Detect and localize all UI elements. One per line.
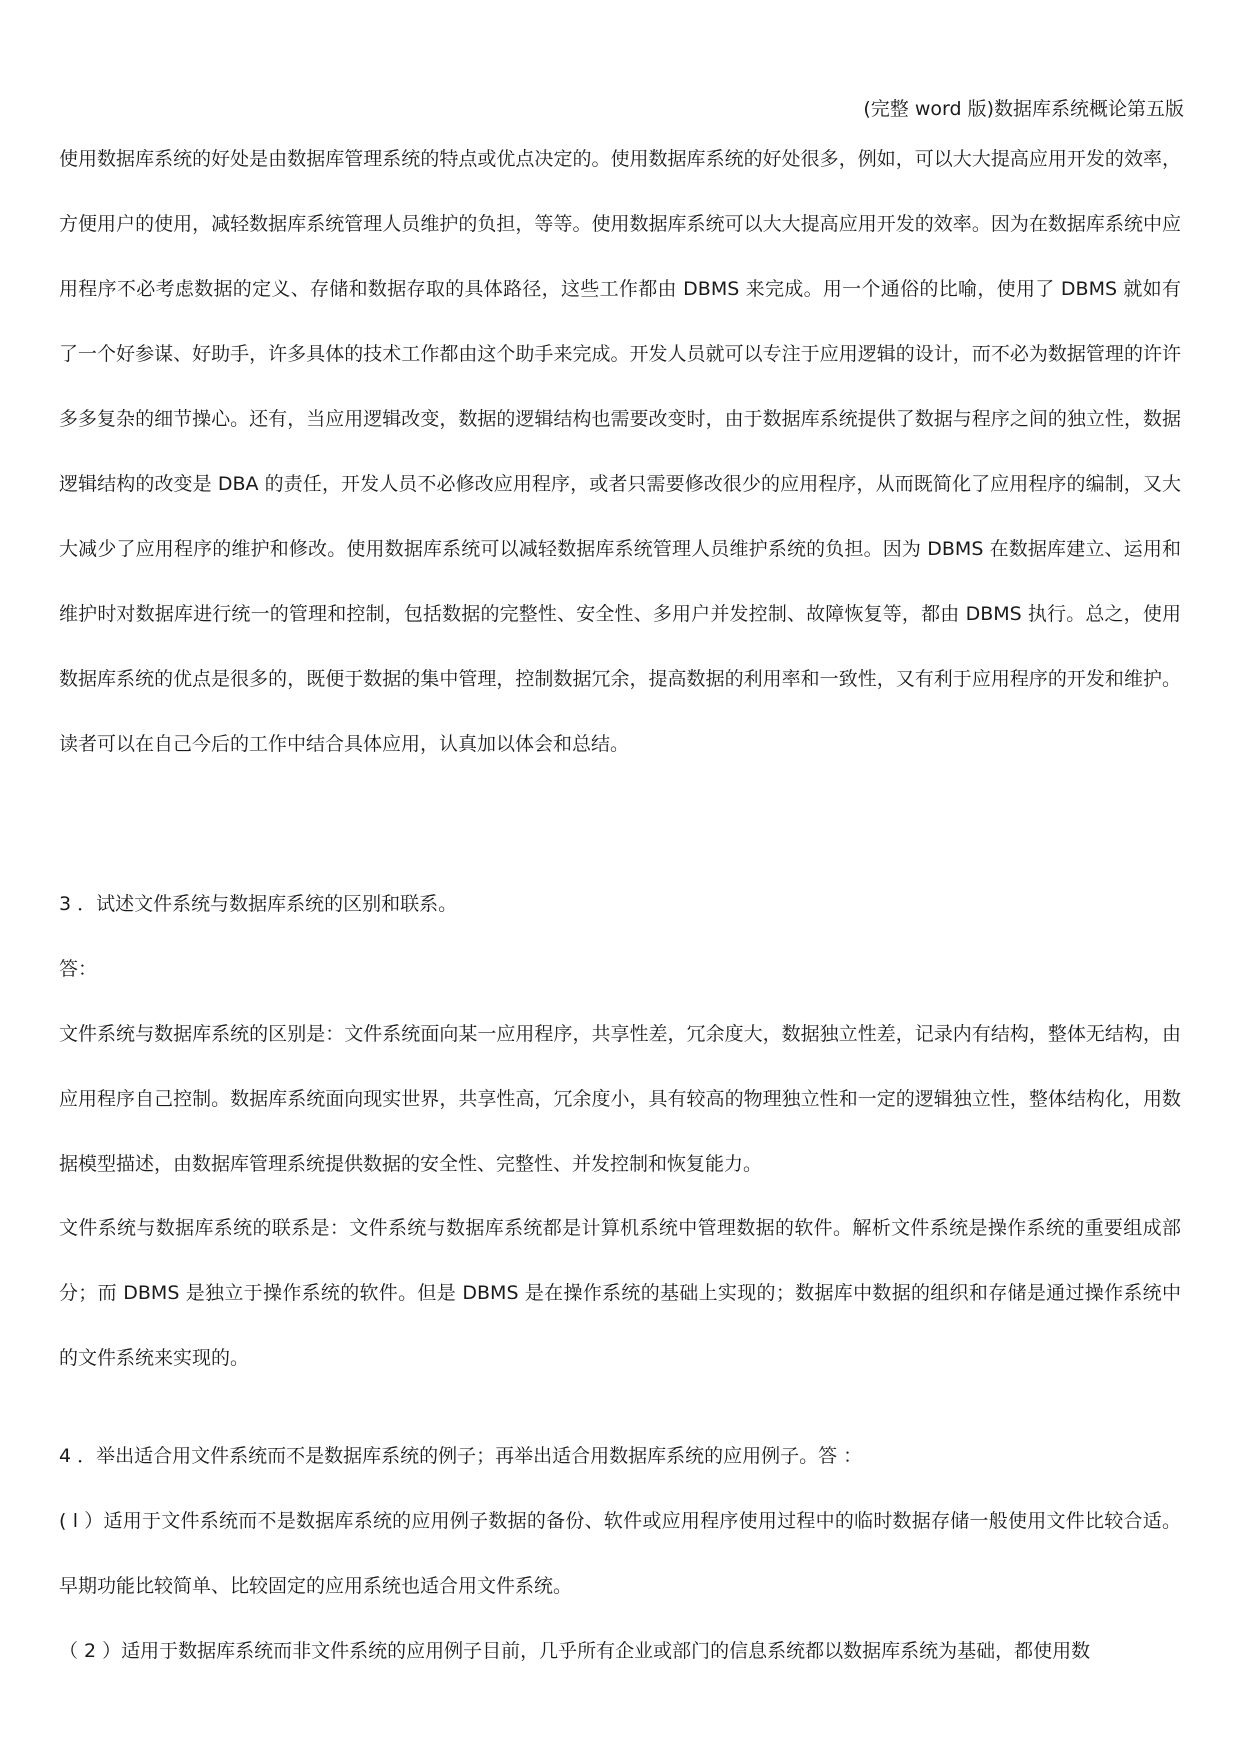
question-3: 3 ．试述文件系统与数据库系统的区别和联系。 [59, 893, 458, 915]
benefits-paragraph: 使用数据库系统的好处是由数据库管理系统的特点或优点决定的。使用数据库系统的好处很多，例如，可以大大提高应用开发的效率，方便用户的使用，减轻数据库系统管理人员维护的负担，等等。使用数据库系统可以大大提高应用开发的效率。因为在数据库系统中应用程序不必考虑数据的定义、存储和数据存取的具体路径，这些工作都由 DBMS 来完成。用一个通俗的比喻，使用了 DBMS 就如有了一个好参谋、好助手，许多具体的技术工作都由这个助手来完成。开发人员就可以专注于应用逻辑的设计，而不必为数据管理的许许多多复杂的细节操心。还有，当应用逻辑改变，数据的逻辑结构也需要改变时，由于数据库系统提供了数据与程序之间的独立性，数据逻辑结构的改变是 DBA 的责任，开发人员不必修改应用程序，或者只需要修改很少的应用程序，从而既简化了应用程序的编制，又大大减少了应用程序的维护和修改。使用数据库系统可以减轻数据库系统管理人员维护系统的负担。因为 DBMS 在数据库建立、运用和维护时对数据库进行统一的管理和控制，包括数据的完整性、安全性、多用户并发控制、故障恢复等，都由 DBMS 执行。总之，使用数据库系统的优点是很多的，既便于数据的集中管理，控制数据冗余，提高数据的利用率和一致性，又有利于应用程序的开发和维护。读者可以在自己今后的工作中结合具体应用，认真加以体会和总结。 [59, 148, 1181, 755]
question-4: 4 ．举出适合用文件系统而不是数据库系统的例子；再举出适合用数据库系统的应用例子。答 ： [59, 1445, 863, 1467]
relation-paragraph: 文件系统与数据库系统的联系是：文件系统与数据库系统都是计算机系统中管理数据的软件。解析文件系统是操作系统的重要组成部分；而 DBMS 是独立于操作系统的软件。但是 DBMS 是在操作系统的基础上实现的；数据库中数据的组织和存储是通过操作系统中的文件系统来实现的。 [59, 1217, 1181, 1369]
document-header-title: (完整 word 版)数据库系统概论第五版 [863, 98, 1184, 120]
answer-4-item-1: ( l ）适用于文件系统而不是数据库系统的应用例子数据的备份、软件或应用程序使用过程中的临时数据存储一般使用文件比较合适。早期功能比较简单、比较固定的应用系统也适合用文件系统。 [59, 1510, 1181, 1597]
answer-4-item-2: （ 2 ）适用于数据库系统而非文件系统的应用例子目前，几乎所有企业或部门的信息系统都以数据库系统为基础，都使用数 [59, 1640, 1091, 1662]
answer-label: 答： [59, 958, 98, 980]
difference-paragraph: 文件系统与数据库系统的区别是：文件系统面向某一应用程序，共享性差，冗余度大，数据独立性差，记录内有结构，整体无结构，由应用程序自己控制。数据库系统面向现实世界，共享性高，冗余度小，具有较高的物理独立性和一定的逻辑独立性，整体结构化，用数据模型描述，由数据库管理系统提供数据的安全性、完整性、并发控制和恢复能力。 [59, 1023, 1181, 1175]
